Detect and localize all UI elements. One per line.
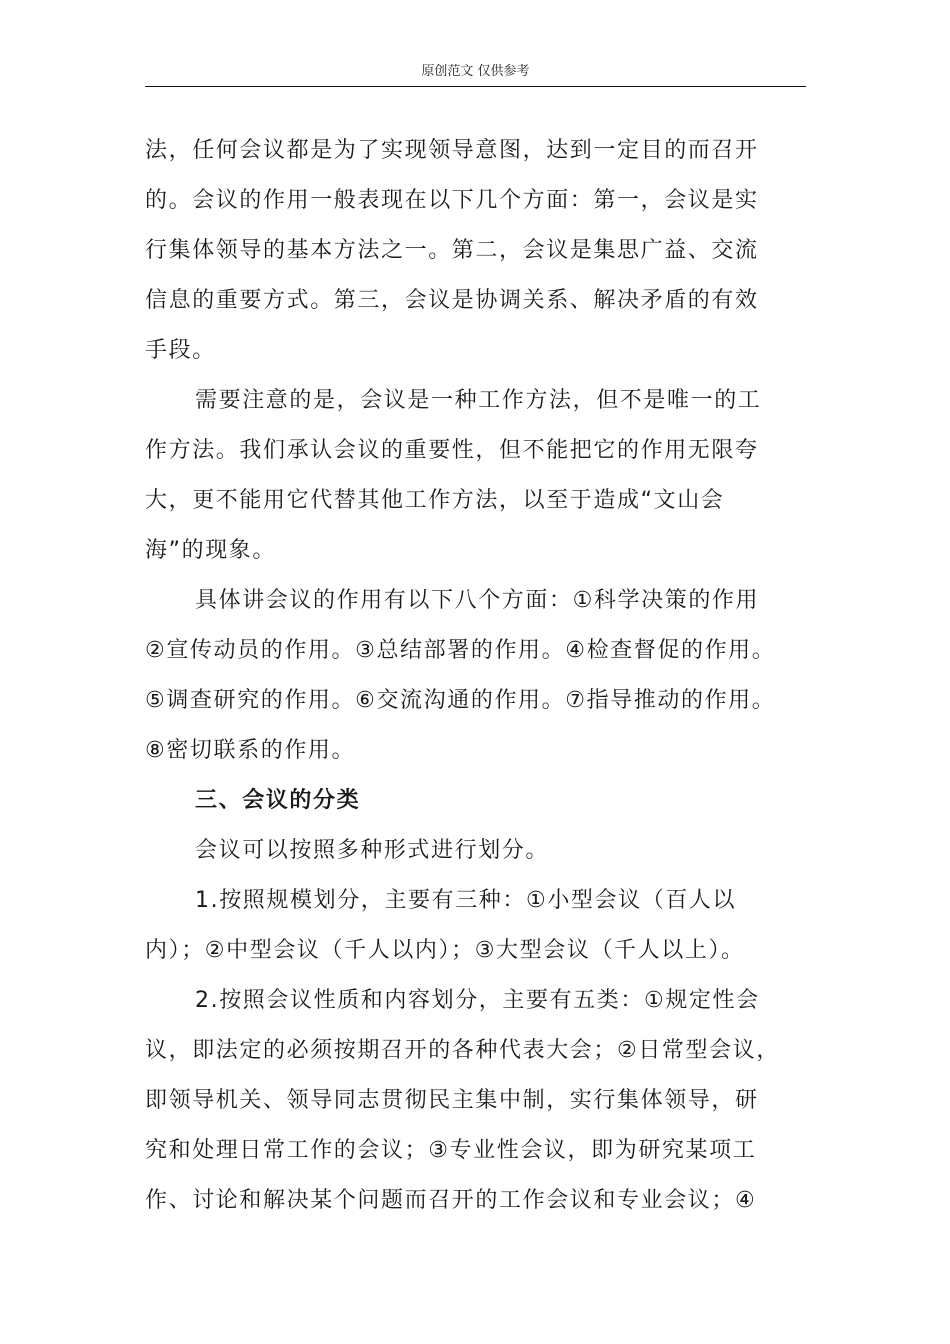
text-line: 内）；②中型会议（千人以内）；③大型会议（千人以上）。 [145, 938, 745, 963]
document-body [145, 126, 806, 1226]
text-line: 作方法。我们承认会议的重要性，但不能把它的作用无限夸 [145, 438, 759, 463]
paragraph-start: 1.按照规模划分，主要有三种：①小型会议（百人以 [195, 888, 737, 913]
paragraph-start: 需要注意的是，会议是一种工作方法，但不是唯一的工 [195, 388, 762, 413]
text-line: 大，更不能用它代替其他工作方法，以至于造成“文山会 [145, 488, 725, 513]
paragraph-start: 2.按照会议性质和内容划分，主要有五类：①规定性会 [195, 988, 760, 1013]
page-header: 原创范文 仅供参考 [421, 64, 530, 79]
text-line: 作、讨论和解决某个问题而召开的工作会议和专业会议；④ [145, 1188, 757, 1213]
text-line: 即领导机关、领导同志贯彻民主集中制，实行集体领导，研 [145, 1088, 759, 1113]
text-line: 究和处理日常工作的会议；③专业性会议，即为研究某项工 [145, 1138, 757, 1163]
text-line: 手段。 [145, 338, 216, 363]
text-line: 行集体领导的基本方法之一。第二，会议是集思广益、交流 [145, 238, 759, 263]
paragraph-start: 具体讲会议的作用有以下八个方面：①科学决策的作用 [195, 588, 760, 613]
section-heading: 三、会议的分类 [195, 788, 361, 813]
text-line: 议，即法定的必须按期召开的各种代表大会；②日常型会议， [145, 1038, 780, 1063]
text-line: 信息的重要方式。第三，会议是协调关系、解决矛盾的有效 [145, 288, 759, 313]
text-line: ⑤调查研究的作用。⑥交流沟通的作用。⑦指导推动的作用。 [145, 688, 776, 713]
text-line: 海”的现象。 [145, 538, 276, 563]
paragraph-start: 会议可以按照多种形式进行划分。 [195, 838, 550, 863]
header-rule [145, 86, 806, 87]
text-line: ⑧密切联系的作用。 [145, 738, 356, 763]
text-line: 法，任何会议都是为了实现领导意图，达到一定目的而召开 [145, 138, 759, 163]
text-line: ②宣传动员的作用。③总结部署的作用。④检查督促的作用。 [145, 638, 776, 663]
text-line: 的。会议的作用一般表现在以下几个方面：第一，会议是实 [145, 188, 759, 213]
